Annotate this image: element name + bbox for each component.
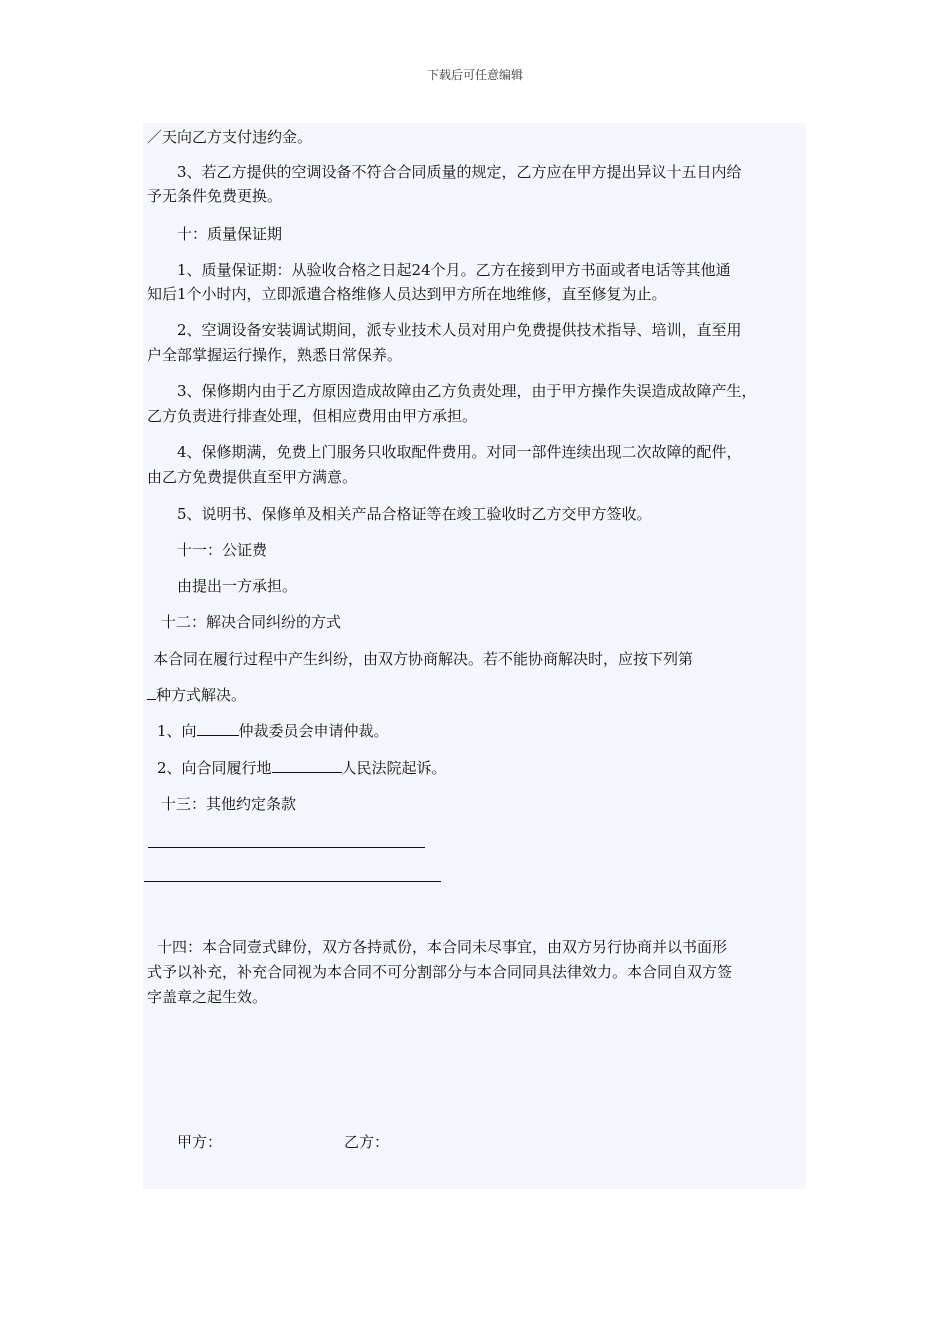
text-span: 仲裁委员会申请仲裁。 bbox=[238, 722, 389, 740]
text-line: 3、保修期内由于乙方原因造成故障由乙方负责处理，由于甲方操作失误造成故障产生， bbox=[177, 382, 757, 400]
download-note: 下载后可任意编辑 bbox=[426, 68, 523, 82]
text-line: 本合同在履行过程中产生纠纷，由双方协商解决。若不能协商解决时，应按下列第 bbox=[153, 650, 694, 668]
text-line: ／天向乙方支付违约金。 bbox=[147, 128, 313, 146]
blank-field bbox=[147, 684, 156, 700]
text-line: 3、若乙方提供的空调设备不符合合同质量的规定，乙方应在甲方提出异议十五日内给 bbox=[177, 163, 742, 181]
section-heading: 十一：公证费 bbox=[177, 541, 268, 559]
blank-field bbox=[272, 757, 342, 773]
text-line: 2、空调设备安装调试期间，派专业技术人员对用户免费提供技术指导、培训，直至用 bbox=[177, 321, 742, 339]
litigation-line bbox=[157, 757, 447, 779]
text-span: 2、向合同履行地 bbox=[157, 759, 272, 777]
text-line: 1、质量保证期：从验收合格之日起24个月。乙方在接到甲方书面或者电话等其他通 bbox=[177, 261, 731, 279]
party-a-label: 甲方： bbox=[177, 1133, 223, 1151]
text-line: 由乙方免费提供直至甲方满意。 bbox=[147, 468, 358, 486]
text-line: 式予以补充，补充合同视为本合同不可分割部分与本合同同具法律效力。本合同自双方签 bbox=[147, 963, 733, 981]
blank-line bbox=[148, 847, 425, 848]
contract-page bbox=[143, 123, 806, 1189]
text-line: 5、说明书、保修单及相关产品合格证等在竣工验收时乙方交甲方签收。 bbox=[177, 505, 652, 523]
text-span: 1、向 bbox=[157, 722, 197, 740]
text-line: 由提出一方承担。 bbox=[177, 577, 298, 595]
text-span: 种方式解决。 bbox=[156, 686, 247, 704]
text-line: 予无条件免费更换。 bbox=[147, 187, 283, 205]
party-b-label: 乙方： bbox=[344, 1133, 390, 1151]
text-line: 4、保修期满，免费上门服务只收取配件费用。对同一部件连续出现二次故障的配件， bbox=[177, 443, 742, 461]
section-heading: 十：质量保证期 bbox=[177, 225, 283, 243]
section-heading: 十三：其他约定条款 bbox=[161, 795, 297, 813]
arbitration-line bbox=[157, 720, 389, 742]
text-line: 十四：本合同壹式肆份，双方各持贰份，本合同未尽事宜，由双方另行协商并以书面形 bbox=[157, 938, 728, 956]
text-line: 户全部掌握运行操作，熟悉日常保养。 bbox=[147, 346, 403, 364]
blank-field bbox=[197, 720, 239, 736]
text-line: 字盖章之起生效。 bbox=[147, 988, 268, 1006]
text-line: 乙方负责进行排查处理，但相应费用由甲方承担。 bbox=[147, 407, 478, 425]
text-line bbox=[147, 684, 246, 706]
blank-line bbox=[144, 881, 441, 882]
text-line: 知后1个小时内，立即派遣合格维修人员达到甲方所在地维修，直至修复为止。 bbox=[147, 285, 667, 303]
text-span: 人民法院起诉。 bbox=[341, 759, 447, 777]
section-heading: 十二：解决合同纠纷的方式 bbox=[161, 613, 342, 631]
